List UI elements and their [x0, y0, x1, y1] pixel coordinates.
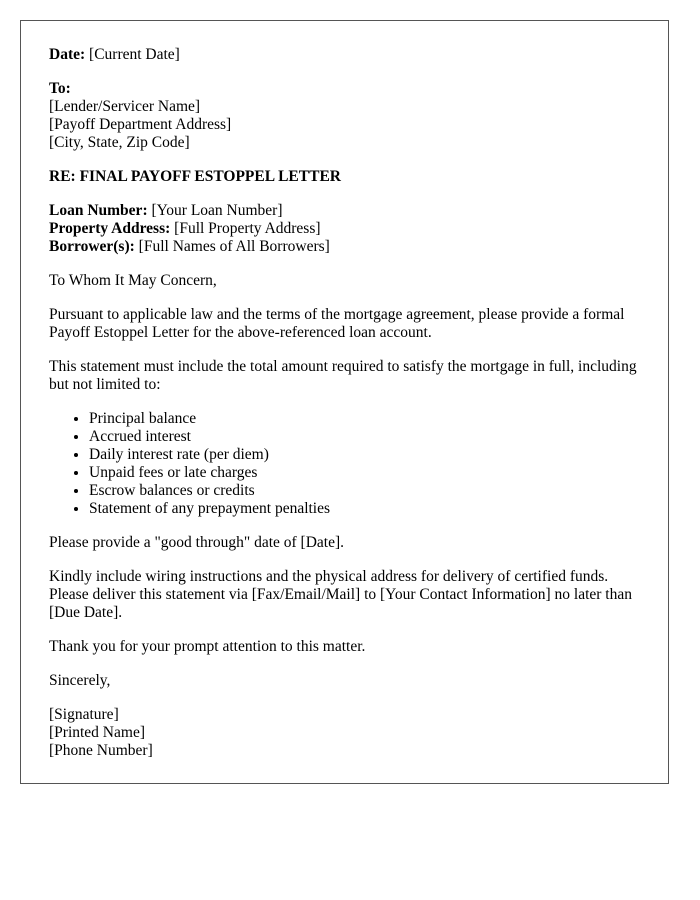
borrowers-label: Borrower(s):: [49, 238, 135, 255]
subject-line: RE: FINAL PAYOFF ESTOPPEL LETTER: [49, 168, 341, 185]
property-address-label: Property Address:: [49, 220, 171, 237]
list-item: • Statement of any prepayment penalties: [89, 500, 648, 518]
borrowers-value: [Full Names of All Borrowers]: [138, 238, 330, 255]
list-item: • Daily interest rate (per diem): [89, 446, 648, 464]
recipient-name: [Lender/Servicer Name]: [49, 98, 201, 115]
signature-placeholder: [Signature]: [49, 706, 119, 723]
borrowers-line: [49, 238, 648, 256]
list-item: • Escrow balances or credits: [89, 482, 648, 500]
paragraph-request: Pursuant to applicable law and the terms of the mortgage agreement, please provide a formal Payoff Estoppel Letter for the above-referenced loan account.: [49, 306, 625, 341]
date-label: Date:: [49, 46, 86, 63]
property-address-value: [Full Property Address]: [174, 220, 321, 237]
salutation: To Whom It May Concern,: [49, 272, 217, 289]
letter-page: [20, 20, 669, 784]
loan-info-block: [49, 202, 648, 256]
loan-number-line: [49, 202, 648, 220]
loan-number-label: Loan Number:: [49, 202, 148, 219]
recipient-block: [49, 80, 648, 152]
list-item: • Unpaid fees or late charges: [89, 464, 648, 482]
recipient-city: [City, State, Zip Code]: [49, 134, 190, 151]
requirements-list: [49, 410, 648, 518]
paragraph-good-through: Please provide a "good through" date of [Date].: [49, 534, 345, 551]
to-label: To:: [49, 80, 71, 97]
date-value: [Current Date]: [89, 46, 180, 63]
printed-name: [Printed Name]: [49, 724, 145, 741]
phone-number: [Phone Number]: [49, 742, 153, 759]
loan-number-value: [Your Loan Number]: [151, 202, 283, 219]
paragraph-thanks: Thank you for your prompt attention to this matter.: [49, 638, 366, 655]
sign-off: Sincerely,: [49, 672, 111, 689]
list-item: • Principal balance: [89, 410, 648, 428]
property-address-line: [49, 220, 648, 238]
date-line: [49, 46, 648, 64]
paragraph-delivery: Kindly include wiring instructions and the physical address for delivery of certified funds. Please deliver this statement via [Fax/Email/Mail] to [Your Contact Information] no later than [Due Date].: [49, 568, 632, 621]
signature-block: [49, 706, 648, 760]
paragraph-requirements: This statement must include the total amount required to satisfy the mortgage in full, including but not limited to:: [49, 358, 637, 393]
list-item: • Accrued interest: [89, 428, 648, 446]
recipient-address: [Payoff Department Address]: [49, 116, 232, 133]
